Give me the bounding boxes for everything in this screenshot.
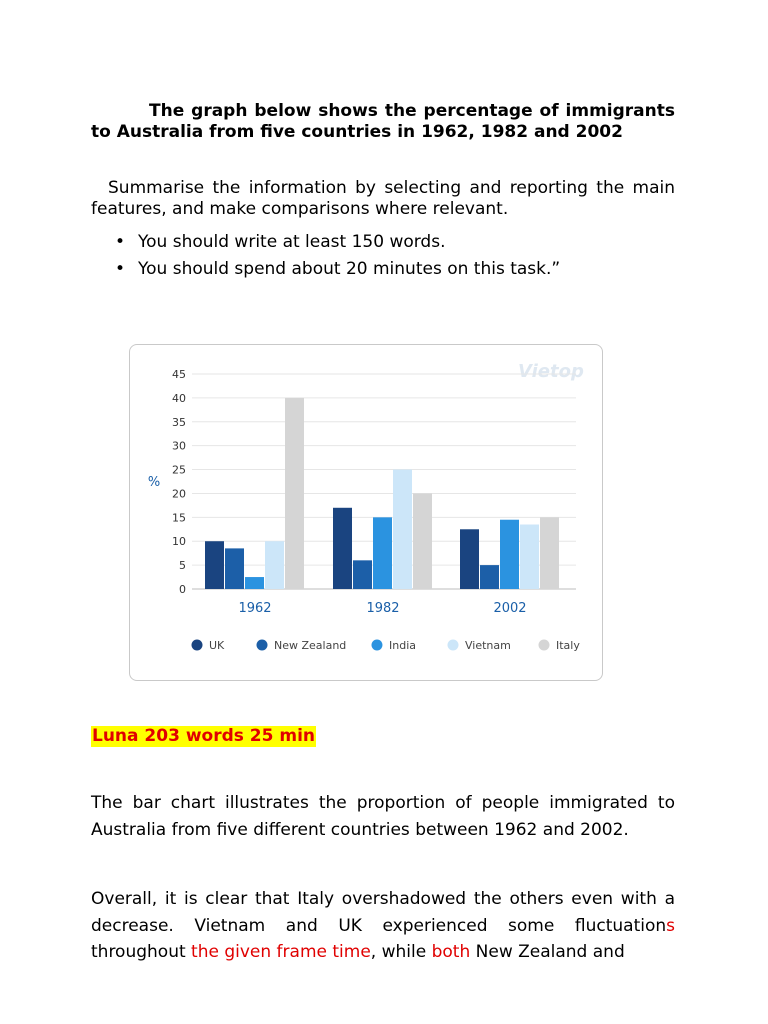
bar-india-2002 (500, 520, 519, 589)
bullet-icon: • (115, 259, 126, 279)
list-item (91, 259, 675, 280)
legend-marker (448, 640, 459, 651)
essay-text: Overall, it is clear that Italy overshadowed the others even with a decrease. Vietnam and UK experienced some fluctuation (91, 889, 675, 936)
y-tick-label: 30 (172, 439, 186, 453)
legend-label: New Zealand (274, 639, 347, 652)
watermark-text: Vietop (518, 361, 584, 382)
bar-new-zealand-2002 (480, 565, 499, 589)
x-tick-label: 1962 (238, 601, 272, 616)
bar-chart (130, 345, 604, 682)
task-title: The graph below shows the percentage of immigrants to Australia from five countries in 1962, 1982 and 2002 (91, 101, 675, 142)
bar-new-zealand-1982 (353, 560, 372, 589)
y-tick-label: 40 (172, 391, 186, 405)
x-tick-label: 2002 (493, 601, 527, 616)
bullet-icon: • (115, 232, 126, 252)
author-label: Luna 203 words 25 min (92, 726, 316, 746)
bar-india-1982 (373, 517, 392, 589)
y-tick-label: 10 (172, 535, 186, 549)
essay-correction: the given frame time (191, 942, 371, 962)
bar-vietnam-1962 (265, 541, 284, 589)
essay-text: New Zealand and (470, 942, 625, 962)
bar-uk-2002 (460, 529, 479, 589)
bar-italy-1962 (285, 398, 304, 589)
chart-figure (129, 344, 603, 681)
legend-marker (257, 640, 268, 651)
bar-italy-2002 (540, 517, 559, 589)
legend-label: India (389, 639, 416, 652)
legend-marker (372, 640, 383, 651)
y-tick-label: 20 (172, 487, 186, 501)
essay-paragraph-2 (91, 886, 675, 966)
task-instruction: Summarise the information by selecting and reporting the main features, and make comparisons where relevant. (91, 178, 675, 219)
bullet-text: You should write at least 150 words. (138, 232, 446, 252)
essay-text: , while (370, 942, 432, 962)
bar-uk-1962 (205, 541, 224, 589)
y-tick-label: 35 (172, 415, 186, 429)
y-tick-label: 15 (172, 511, 186, 525)
task-bullet-list (91, 232, 675, 286)
legend-label: UK (209, 639, 225, 652)
essay-correction: s (666, 915, 675, 936)
y-tick-label: 5 (179, 559, 186, 573)
legend-marker (539, 640, 550, 651)
x-tick-label: 1982 (366, 601, 400, 616)
bullet-text: You should spend about 20 minutes on this task.” (138, 259, 561, 279)
legend-marker (192, 640, 203, 651)
y-axis-label: % (147, 475, 161, 490)
bar-italy-1982 (413, 493, 432, 589)
essay-correction: both (431, 942, 471, 962)
bar-india-1962 (245, 577, 264, 589)
y-tick-label: 45 (172, 368, 186, 381)
list-item (91, 232, 675, 253)
bar-vietnam-1982 (393, 470, 412, 589)
bar-new-zealand-1962 (225, 548, 244, 589)
y-tick-label: 25 (172, 463, 186, 477)
bar-vietnam-2002 (520, 525, 539, 590)
essay-paragraph-1: The bar chart illustrates the proportion of people immigrated to Australia from five different countries between 1962 and 2002. (91, 793, 675, 840)
y-tick-label: 0 (179, 583, 186, 596)
legend-label: Italy (556, 639, 580, 652)
essay-text: throughout (91, 942, 192, 962)
legend-label: Vietnam (465, 639, 511, 652)
bar-uk-1982 (333, 508, 352, 589)
